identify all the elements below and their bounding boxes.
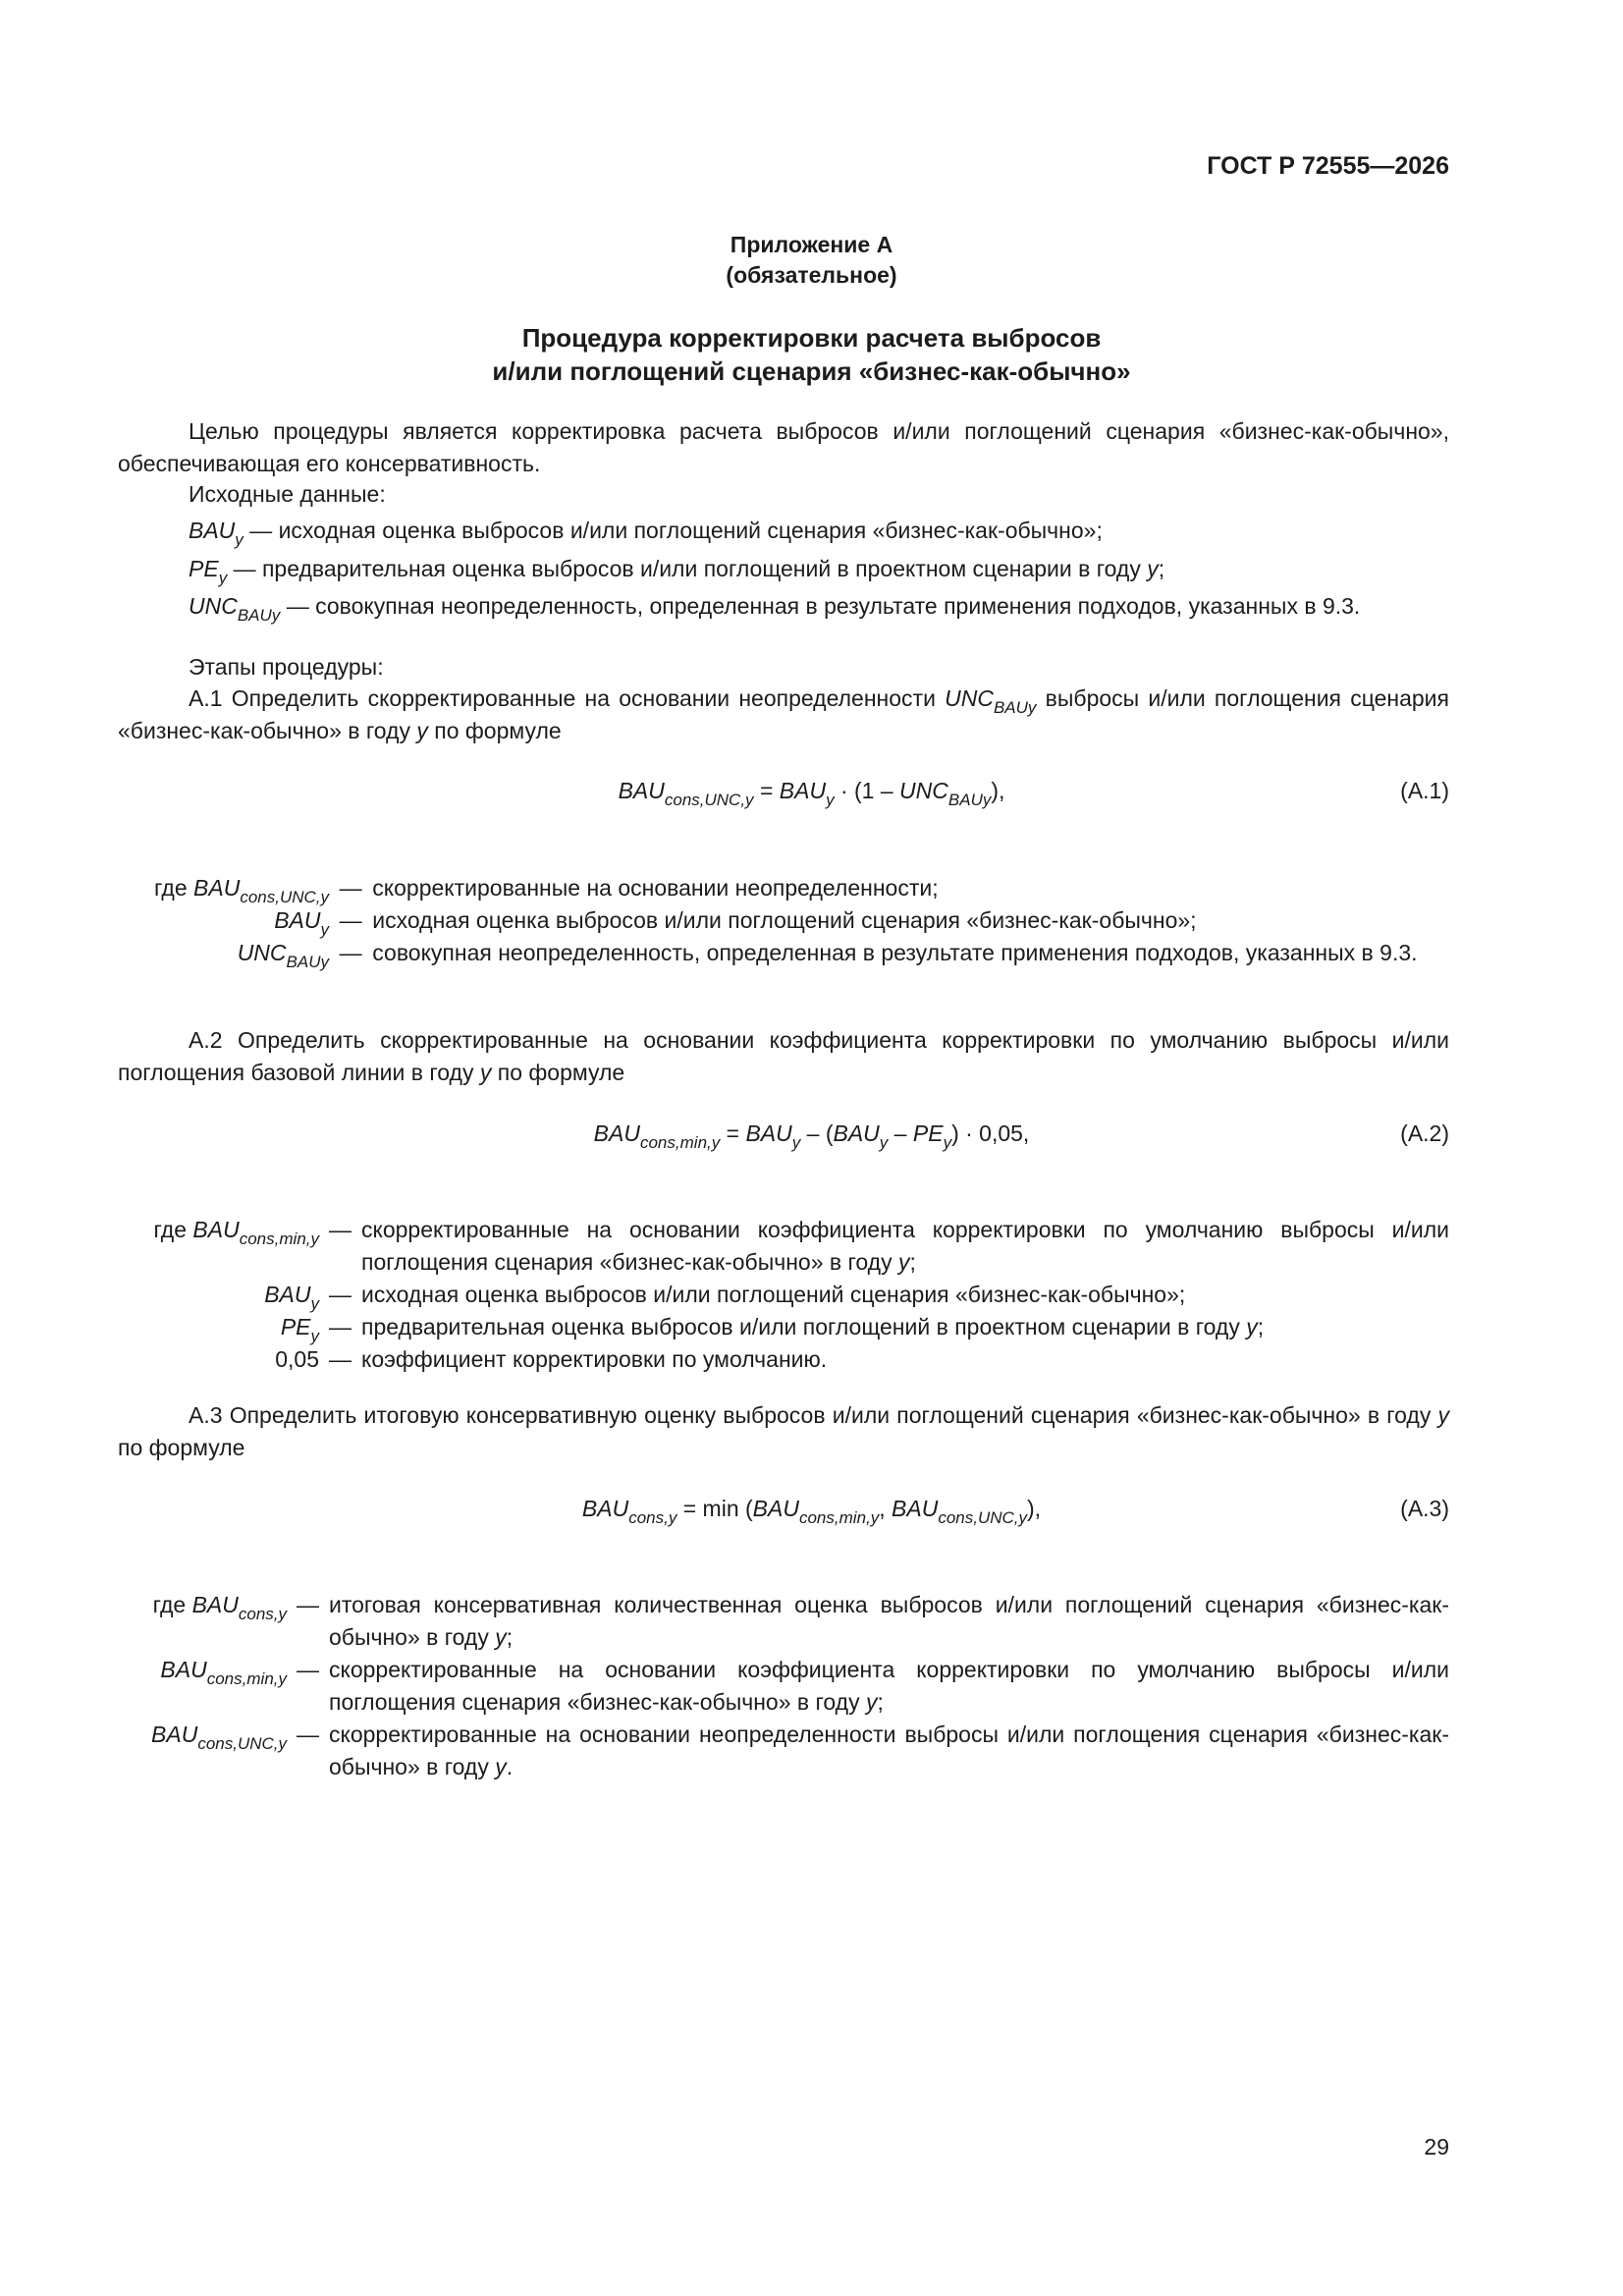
where-row [118, 872, 1449, 904]
where-row [118, 1279, 1449, 1311]
appendix-status: (обязательное) [726, 262, 897, 288]
sym-y: y [1437, 1402, 1450, 1428]
where-text [361, 1214, 1449, 1279]
sub-bauy: BAUy [947, 791, 992, 809]
where-row [118, 1343, 1449, 1376]
where-text: исходная оценка выбросов и/или поглощений сценария «бизнес-как-обычно»; [372, 907, 1197, 933]
sym-y: y [865, 1689, 878, 1715]
where-symbol [118, 1589, 287, 1654]
sym-bau: BAU [618, 778, 665, 803]
bau-definition [189, 515, 1449, 547]
sub-cons-min-y: cons,min,y [798, 1508, 880, 1527]
punct: ; [1158, 556, 1165, 581]
where-symbol [118, 1311, 319, 1343]
page-number: 29 [1424, 2134, 1449, 2159]
punct: ; [1257, 1314, 1265, 1339]
where-text-main: скорректированные на основании неопределенности выбросы и/или поглощения сценария «бизнес-как-обычно» в году [329, 1722, 1449, 1779]
formula-a2 [0, 1118, 1623, 1150]
where-text [329, 1719, 1449, 1783]
dash: — [339, 940, 362, 965]
where-text [329, 1654, 1449, 1719]
where-symbol [118, 937, 329, 969]
dash: — [339, 875, 362, 901]
step-a3-text-c: по формуле [118, 1435, 245, 1460]
where-symbol [118, 1719, 287, 1783]
input-label: Исходные данные: [189, 481, 386, 507]
sym-y: y [416, 718, 428, 743]
where-text [329, 1589, 1449, 1654]
sym-bau: BAU [892, 1496, 939, 1521]
op: = [753, 778, 780, 803]
step-a1-text-a: А.1 Определить скорректированные на основании неопределенности [189, 685, 936, 711]
op: – ( [800, 1121, 834, 1146]
sub: cons,min,y [206, 1669, 287, 1688]
dash: — [329, 1282, 352, 1307]
appendix-title: Приложение А [730, 232, 893, 257]
where-text-main: скорректированные на основании коэффициента корректировки по умолчанию выбросы и/или поглощения сценария «бизнес-как-обычно» в году [329, 1657, 1449, 1715]
sub-cons: cons [798, 1508, 835, 1527]
where-text [361, 1311, 1449, 1343]
section-title-line1: Процедура корректировки расчета выбросов [521, 323, 1102, 353]
sym-bau: BAU [193, 875, 241, 901]
dash: — [297, 1722, 319, 1747]
sub-y: y [235, 530, 243, 549]
dash: — [329, 1314, 352, 1339]
sub: cons,min,y [239, 1230, 319, 1248]
sym-unc: UNC [189, 593, 238, 619]
sym-bau: BAU [191, 1592, 239, 1617]
where-word: где [154, 875, 188, 901]
sym-unc: UNC [945, 685, 994, 711]
where-table-a1 [118, 872, 1449, 969]
formula-a3 [0, 1493, 1623, 1525]
sym-y: y [495, 1624, 507, 1650]
step-a3-text-main: А.3 Определить итоговую консервативную оценку выбросов и/или поглощений сценария «бизнес-как-обычно» в году [189, 1402, 1432, 1428]
op: ), [991, 778, 1005, 803]
where-row [118, 1589, 1449, 1654]
sym-y: y [1246, 1314, 1258, 1339]
document-id: ГОСТ Р 72555—2026 [1207, 152, 1449, 180]
sub-cons-unc-y: cons,UNC,y [664, 791, 754, 809]
where-text-main: скорректированные на основании коэффициента корректировки по умолчанию выбросы и/или поглощения сценария «бизнес-как-обычно» в году [361, 1217, 1449, 1275]
where-text: исходная оценка выбросов и/или поглощений сценария «бизнес-как-обычно»; [361, 1282, 1186, 1307]
where-symbol [118, 1654, 287, 1719]
pe-definition-text: — предварительная оценка выбросов и/или поглощений в проектном сценарии в году [233, 556, 1141, 581]
appendix-heading [0, 230, 1623, 291]
sym-bau: BAU [752, 1496, 799, 1521]
sym-bau: BAU [581, 1496, 629, 1521]
section-title [0, 321, 1623, 388]
where-table-a2 [118, 1214, 1449, 1376]
sym-bau: BAU [779, 778, 827, 803]
step-a2-text-c: по формуле [497, 1060, 625, 1085]
where-symbol [118, 904, 329, 937]
op: = [720, 1121, 746, 1146]
sub-min-y: min,y [839, 1508, 880, 1527]
dash: — [339, 907, 362, 933]
where-row [118, 1654, 1449, 1719]
sym-unc: UNC [237, 940, 287, 965]
sub: cons,UNC,y [197, 1734, 287, 1753]
sub-y: y [218, 569, 228, 587]
pe-definition [189, 553, 1449, 585]
sym-bau: BAU [264, 1282, 311, 1307]
where-text: скорректированные на основании неопределенности; [372, 875, 939, 901]
step-a2-text-main: А.2 Определить скорректированные на основании коэффициента корректировки по умолчанию выбросы и/или поглощения базовой линии в году [118, 1027, 1449, 1085]
where-symbol [118, 1214, 319, 1279]
punct: ; [877, 1689, 884, 1715]
formula-a1-number: (А.1) [1400, 778, 1449, 803]
unc-definition-text: — совокупная неопределенность, определенная в результате применения подходов, указанных в 9.3. [286, 593, 1361, 619]
where-row [118, 1719, 1449, 1783]
op: ) · 0,05, [951, 1121, 1030, 1146]
where-row [118, 1311, 1449, 1343]
where-row [118, 937, 1449, 969]
sym-y: y [897, 1249, 910, 1275]
dash: — [329, 1346, 352, 1372]
dash: — [329, 1217, 352, 1242]
where-row [118, 1214, 1449, 1279]
section-title-line2: и/или поглощений сценария «бизнес-как-обычно» [492, 356, 1131, 386]
sym-y: y [479, 1060, 492, 1085]
sym-unc: UNC [899, 778, 948, 803]
where-text-main: предварительная оценка выбросов и/или поглощений в проектном сценарии в году [361, 1314, 1240, 1339]
sub-cons-min-y: cons,min,y [639, 1133, 721, 1152]
where-table-a3 [118, 1589, 1449, 1783]
where-text: совокупная неопределенность, определенная в результате применения подходов, указанных в 9.3. [372, 940, 1418, 965]
where-row [118, 904, 1449, 937]
formula-a3-number: (А.3) [1400, 1496, 1449, 1521]
op: ), [1027, 1496, 1042, 1521]
sub-min-y: min,y [246, 1669, 287, 1688]
sym-pe: PE [189, 556, 219, 581]
op: , [879, 1496, 893, 1521]
where-text: коэффициент корректировки по умолчанию. [361, 1346, 828, 1372]
sym-bau: BAU [593, 1121, 640, 1146]
op: = min ( [676, 1496, 753, 1521]
sym-pe: PE [280, 1314, 311, 1339]
dash: — [297, 1657, 319, 1682]
bau-definition-text: — исходная оценка выбросов и/или поглощений сценария «бизнес-как-обычно»; [249, 518, 1103, 543]
sub-bauy: BAUy [993, 698, 1037, 717]
where-symbol [118, 1279, 319, 1311]
sub: y [320, 920, 329, 939]
sym-bau: BAU [151, 1722, 198, 1747]
sym-bau: BAU [745, 1121, 792, 1146]
sub: cons,y [238, 1605, 287, 1623]
where-word: где [152, 1592, 187, 1617]
where-symbol: 0,05 [275, 1346, 319, 1372]
punct: . [506, 1754, 514, 1779]
sub: BAUy [286, 953, 329, 971]
sub-min-y: min,y [279, 1230, 319, 1248]
sym-pe: PE [912, 1121, 944, 1146]
sym-y: y [1147, 556, 1159, 581]
punct: ; [909, 1249, 916, 1275]
sym-bau: BAU [274, 907, 321, 933]
sub-cons: cons [206, 1669, 243, 1688]
step-a2-text [118, 1024, 1449, 1089]
sym-bau: BAU [189, 518, 236, 543]
op: · (1 – [834, 778, 900, 803]
sub-cons-y: cons,y [628, 1508, 677, 1527]
sub-cons-unc-y: cons,UNC,y [938, 1508, 1028, 1527]
sym-bau: BAU [160, 1657, 207, 1682]
where-word: где [153, 1217, 188, 1242]
where-text-main: итоговая консервативная количественная оценка выбросов и/или поглощений сценария «бизнес-как-обычно» в году [329, 1592, 1449, 1650]
sub-y: y [826, 791, 835, 809]
sym-bau: BAU [833, 1121, 880, 1146]
op: – [888, 1121, 913, 1146]
dash: — [297, 1592, 319, 1617]
sub-y: y [879, 1133, 889, 1152]
formula-a1 [0, 775, 1623, 807]
steps-label: Этапы процедуры: [189, 654, 384, 680]
sym-bau: BAU [192, 1217, 240, 1242]
sub: y [310, 1294, 319, 1313]
sub: y [310, 1327, 319, 1345]
sub-cons: cons [239, 1230, 275, 1248]
sub-y: y [943, 1133, 952, 1152]
sub-min-y: min,y [679, 1133, 721, 1152]
step-a3-text [118, 1399, 1449, 1464]
formula-a2-number: (А.2) [1400, 1121, 1449, 1146]
sub-cons: cons [639, 1133, 676, 1152]
step-a1-text [118, 683, 1449, 747]
punct: ; [506, 1624, 514, 1650]
sub-y: y [791, 1133, 801, 1152]
where-symbol [118, 872, 329, 904]
step-a1-text-b: выбросы и/или поглощения сценария «бизнес-как-обычно» в году [118, 685, 1449, 743]
step-a1-text-c: по формуле [434, 718, 562, 743]
sub: cons,UNC,y [240, 888, 329, 906]
intro-paragraph: Целью процедуры является корректировка расчета выбросов и/или поглощений сценария «бизнес-как-обычно», обеспечивающая его консервативность. [118, 418, 1449, 476]
unc-definition [118, 590, 1449, 623]
sub-bauy: BAUy [237, 606, 281, 625]
sym-y: y [495, 1754, 507, 1779]
